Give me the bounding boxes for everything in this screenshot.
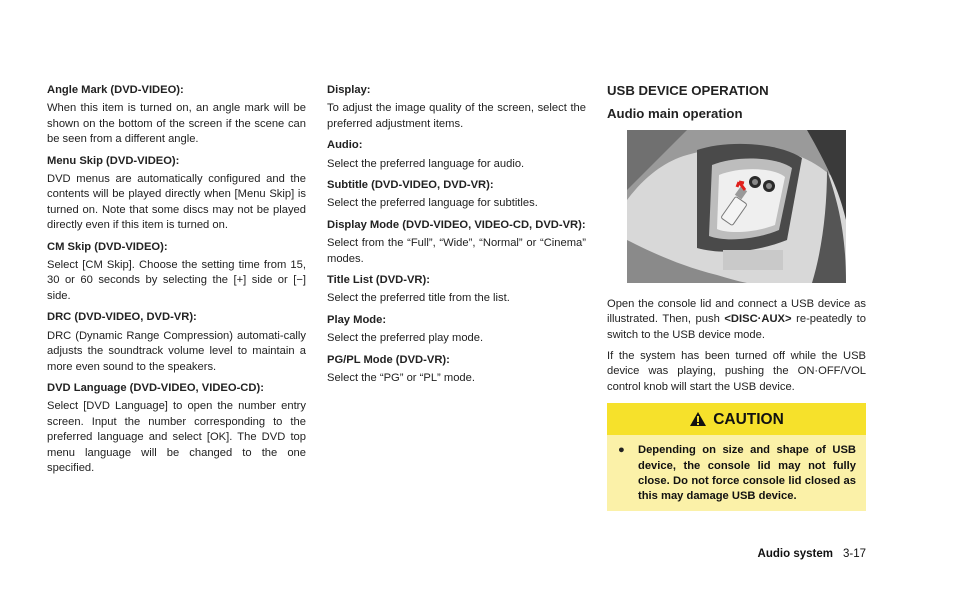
- item-text: DRC (Dynamic Range Compression) automati-cally adjusts the soundtrack volume level to maintain a more even sound to the speakers.: [47, 329, 306, 373]
- item-text: Select from the “Full”, “Wide”, “Normal” or “Cinema” modes.: [327, 237, 586, 265]
- usb-instructions-text-end: re-peatedly to switch to the USB device mode.: [607, 313, 866, 341]
- item-heading: Display:: [327, 84, 371, 96]
- item-text: Select the preferred title from the list.: [327, 292, 510, 305]
- item-display-mode: [327, 218, 586, 267]
- item-text: DVD menus are automatically configured and the contents will be played directly when [Menu Skip] is turned on. Note that some discs may not be played directly even if this item is turned on.: [47, 173, 306, 232]
- right-column: [607, 83, 866, 511]
- item-heading: PG/PL Mode (DVD-VR):: [327, 353, 450, 366]
- item-text: Select the “PG” or “PL” mode.: [327, 372, 475, 385]
- item-display: [327, 83, 586, 132]
- item-audio: [327, 138, 586, 172]
- item-heading: CM Skip (DVD-VIDEO):: [47, 240, 168, 253]
- item-cm-skip: [47, 240, 306, 305]
- item-heading: Subtitle (DVD-VIDEO, DVD-VR):: [327, 179, 494, 192]
- item-angle-mark: [47, 83, 306, 148]
- caution-title: CAUTION: [713, 410, 784, 428]
- item-text: To adjust the image quality of the screen, select the preferred adjustment items.: [327, 102, 586, 130]
- item-pg-pl-mode: [327, 353, 586, 387]
- footer-section: Audio system: [757, 548, 833, 560]
- item-subtitle: [327, 178, 586, 212]
- item-heading: DRC (DVD-VIDEO, DVD-VR):: [47, 311, 197, 324]
- item-text: Select [DVD Language] to open the number entry screen. Input the number corresponding to the preferred language and select [OK]. The DVD top menu language will be changed to the one specified.: [47, 400, 306, 474]
- item-heading: Menu Skip (DVD-VIDEO):: [47, 154, 180, 167]
- item-drc: [47, 310, 306, 375]
- middle-column: [327, 83, 586, 393]
- item-title-list: [327, 273, 586, 307]
- section-subtitle: Audio main operation: [607, 106, 743, 122]
- caution-box: [607, 403, 866, 511]
- item-text: Select the preferred language for audio.: [327, 157, 525, 170]
- item-heading: Play Mode:: [327, 313, 387, 326]
- item-heading: Title List (DVD-VR):: [327, 274, 430, 287]
- item-text: Select [CM Skip]. Choose the setting time from 15, 30 or 60 seconds by selecting the [+] side or [−] side.: [47, 259, 306, 302]
- item-heading: Display Mode (DVD-VIDEO, VIDEO-CD, DVD-VR):: [327, 218, 586, 231]
- item-text: When this item is turned on, an angle mark will be shown on the bottom of the screen if the scene can be seen from a different angle.: [47, 102, 306, 146]
- item-play-mode: [327, 313, 586, 347]
- item-heading: Angle Mark (DVD-VIDEO):: [47, 84, 184, 96]
- usb-resume-text: If the system has been turned off while the USB device was playing, pushing the ON·OFF/VOL control knob will start the USB device.: [607, 350, 866, 393]
- item-heading: Audio:: [327, 139, 363, 152]
- left-column: [47, 83, 306, 482]
- usb-instructions: [607, 297, 866, 343]
- usb-instructions-text: Open the console lid and connect a USB device as illustrated. Then, push: [607, 297, 866, 326]
- item-dvd-language: [47, 381, 306, 476]
- page-footer: [758, 548, 866, 560]
- caution-header: [607, 403, 866, 435]
- bullet-icon: ●: [618, 444, 625, 457]
- item-menu-skip: [47, 154, 306, 234]
- item-text: Select the preferred language for subtitles.: [327, 197, 538, 210]
- item-heading: DVD Language (DVD-VIDEO, VIDEO-CD):: [47, 381, 264, 394]
- section-title: USB DEVICE OPERATION: [607, 83, 769, 98]
- console-usb-photo: [627, 130, 846, 283]
- warning-icon: [689, 411, 707, 427]
- disc-aux-key-label: <DISC·AUX>: [724, 313, 792, 326]
- caution-item: [607, 435, 866, 511]
- caution-text: Depending on size and shape of USB device, the console lid may not fully close. Do not force console lid closed as this may damage USB device.: [638, 444, 856, 503]
- item-text: Select the preferred play mode.: [327, 332, 484, 345]
- footer-page-number: 3-17: [842, 548, 866, 560]
